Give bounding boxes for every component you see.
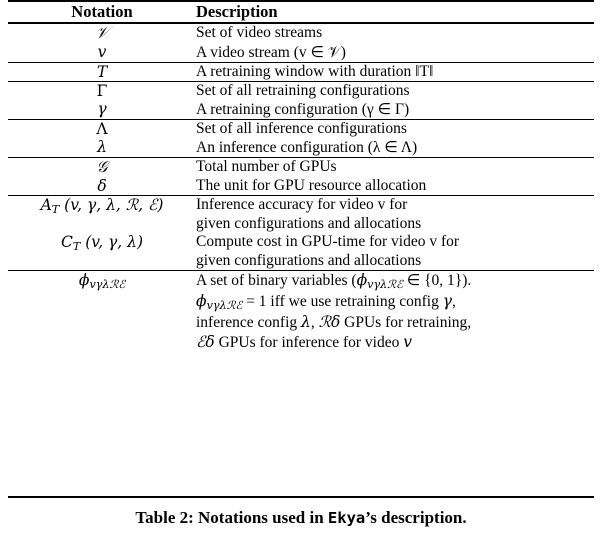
table-bottom-rule [8, 496, 594, 498]
caption-system-name: Ekya [327, 509, 366, 527]
table-header-row [8, 1, 594, 23]
caption-text-after: ’s description. [365, 508, 467, 527]
cell-description: Total number of GPUs [196, 158, 337, 175]
table-row [8, 138, 594, 158]
table-row [8, 158, 594, 178]
cell-description-line1: A set of binary variables ($\phi_{v\gamma\lambda ℛℰ}$ ∈ {0, 1}). [196, 271, 472, 291]
column-header-description: Description [196, 2, 278, 21]
table-body [8, 23, 594, 352]
cell-description-line1: Compute cost in GPU-time for video v for [196, 233, 460, 250]
cell-notation: T [96, 63, 108, 81]
cell-description-line1: Inference accuracy for video v for [196, 196, 408, 213]
cell-notation: $A_T$ (v, γ, λ, ℛ, ℰ) [40, 196, 164, 216]
cell-notation: δ [97, 177, 107, 195]
cell-description-line3: inference config λ, ℛδ GPUs for retraining, [196, 312, 472, 331]
cell-description [196, 233, 594, 271]
table-row [8, 233, 594, 271]
notation-table [8, 0, 594, 352]
table-row [8, 120, 594, 139]
cell-description: A retraining window with duration ‖T‖ [196, 63, 434, 80]
cell-notation: γ [97, 100, 107, 118]
cell-description: Set of all inference configurations [196, 120, 407, 137]
table-caption [0, 508, 602, 528]
table-row [8, 63, 594, 82]
cell-notation: Γ [96, 82, 108, 100]
cell-notation: v [97, 43, 107, 61]
cell-notation: Λ [96, 120, 108, 138]
table-row [8, 271, 594, 352]
cell-description: An inference configuration (λ ∈ Λ) [196, 139, 418, 156]
table-row [8, 82, 594, 101]
cell-description [196, 196, 594, 234]
cell-description: A video stream (v ∈ 𝒱) [196, 44, 346, 61]
table-row [8, 196, 594, 234]
column-header-notation: Notation [71, 2, 133, 21]
cell-notation: 𝒱 [95, 24, 109, 42]
cell-description [196, 271, 594, 352]
table-row [8, 177, 594, 196]
caption-text-before: Notations used in [193, 508, 328, 527]
cell-description-line2: given configurations and allocations [196, 215, 422, 232]
cell-description-line2: $\phi_{v\gamma\lambda ℛℰ} = 1$ iff we use retraining config γ, [196, 291, 456, 312]
cell-description: Set of video streams [196, 24, 323, 41]
cell-notation: λ [97, 138, 107, 156]
caption-label: Table 2: [135, 508, 194, 527]
cell-description-line2: given configurations and allocations [196, 252, 422, 269]
cell-description-line4: ℰδ GPUs for inference for video v [196, 332, 413, 351]
table-header [8, 1, 594, 23]
cell-notation: $C_T$ (v, γ, λ) [60, 233, 144, 253]
cell-notation: $\phi_{v\gamma\lambda ℛℰ}$ [78, 271, 126, 291]
table-row [8, 23, 594, 43]
table-row [8, 100, 594, 120]
cell-description: A retraining configuration (γ ∈ Γ) [196, 101, 410, 118]
table-row [8, 43, 594, 63]
cell-notation: 𝒢 [96, 158, 108, 176]
cell-description: Set of all retraining configurations [196, 82, 410, 99]
cell-description: The unit for GPU resource allocation [196, 177, 427, 194]
